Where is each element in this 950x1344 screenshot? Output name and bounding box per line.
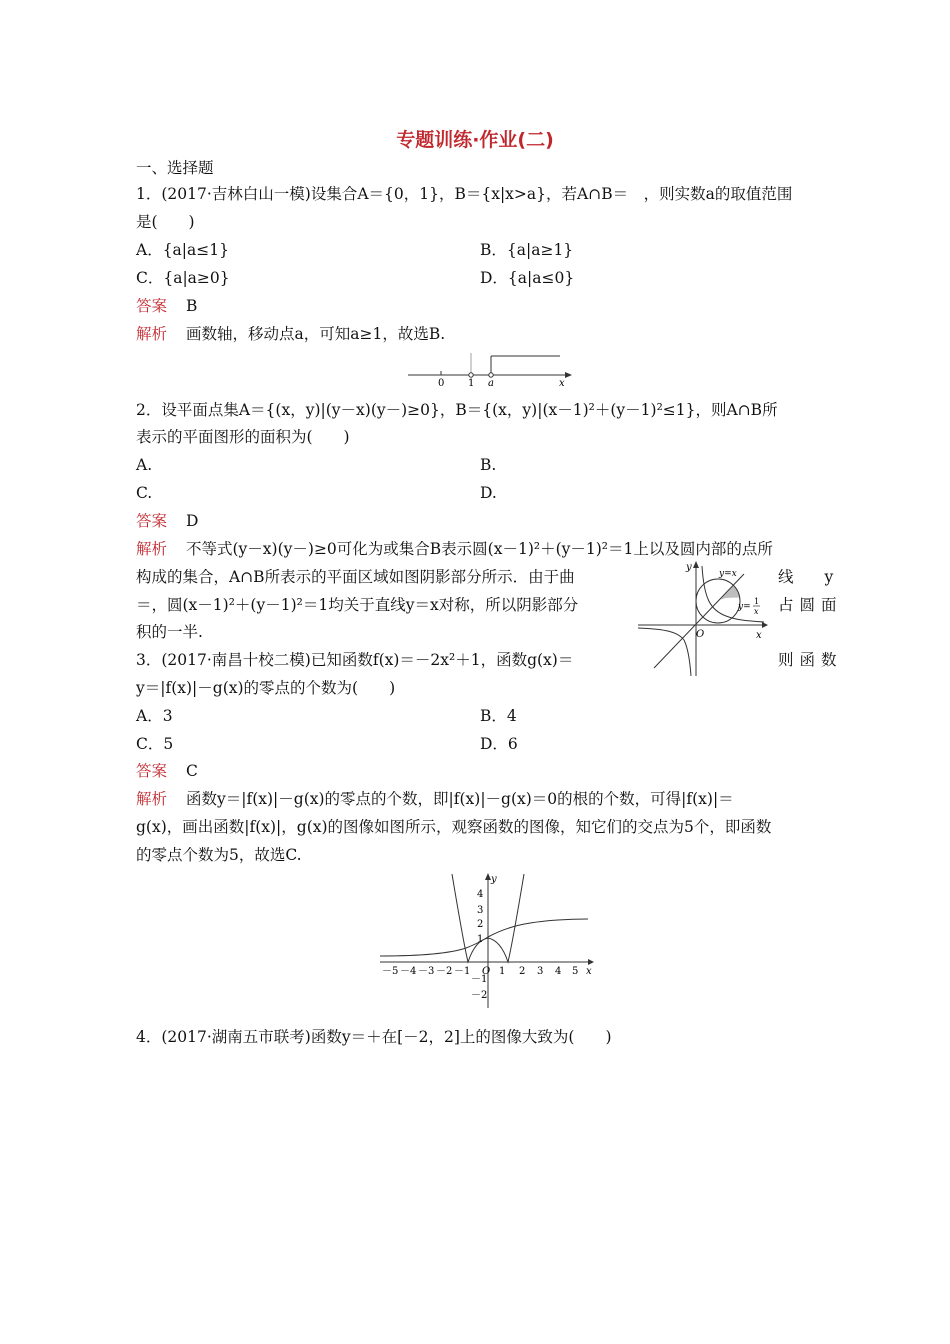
q1-fig-label-x: x xyxy=(559,378,565,388)
q2-analysis-line2-tail: 线 y xyxy=(778,568,834,586)
q2-fig-label-y-inv: y= xyxy=(738,602,751,612)
q2-analysis-line3: ＝，圆(x－1)²＋(y－1)²＝1均关于直线y＝x对称，所以阴影部分 xyxy=(136,596,579,614)
q3-x-tick-neg3: －3 xyxy=(418,966,435,977)
q1-analysis-label: 解析 xyxy=(136,325,168,343)
q3-option-c: C．5 xyxy=(136,735,174,753)
q2-option-c: C. xyxy=(136,484,153,502)
q2-region-figure xyxy=(636,558,771,680)
q3-x-tick-1: 1 xyxy=(499,966,506,977)
q2-option-a: A. xyxy=(136,456,153,474)
q3-x-tick-neg4: －4 xyxy=(400,966,417,977)
q3-stem-line1-tail: 则函数 xyxy=(778,651,843,669)
q1-option-d: D．{a|a≤0} xyxy=(480,269,575,287)
q2-option-b: B. xyxy=(480,456,497,474)
q3-option-a: A．3 xyxy=(136,707,173,725)
q3-x-tick-5: 5 xyxy=(572,966,579,977)
q3-analysis-line3: 的零点个数为5，故选C. xyxy=(136,846,302,864)
q1-fig-label-0: 0 xyxy=(438,378,445,388)
q1-fig-label-1: 1 xyxy=(468,378,475,388)
q1-fig-label-a: a xyxy=(488,378,494,388)
q2-analysis-line2: 构成的集合，A∩B所表示的平面区域如图阴影部分所示．由于曲 xyxy=(136,568,575,586)
q1-number-line-figure xyxy=(405,348,575,388)
q1-stem-line2: 是( ) xyxy=(136,213,195,231)
q3-origin-label: O xyxy=(482,966,491,977)
q3-answer-label: 答案 xyxy=(136,762,168,780)
q2-analysis-line3-tail: 占圆面 xyxy=(778,596,843,614)
q3-x-tick-neg1: －1 xyxy=(454,966,471,977)
q1-stem-line1: 1．(2017·吉林白山一模)设集合A＝{0，1}，B＝{x|x>a}，若A∩B＝ ，则实数a的取值范围 xyxy=(136,185,793,203)
q3-analysis-label: 解析 xyxy=(136,790,168,808)
q2-option-d: D. xyxy=(480,484,497,502)
q3-y-tick-1: 1 xyxy=(477,934,484,945)
q3-x-tick-neg2: －2 xyxy=(436,966,453,977)
q1-option-c: C．{a|a≥0} xyxy=(136,269,230,287)
q2-stem-line1: 2．设平面点集A＝{(x，y)|(y－x)(y－)≥0}，B＝{(x，y)|(x－1)²＋(y－1)²≤1}，则A∩B所 xyxy=(136,401,778,419)
q2-answer-label: 答案 xyxy=(136,512,168,530)
q1-analysis: 画数轴，移动点a，可知a≥1，故选B. xyxy=(186,325,446,343)
q2-fig-label-origin: O xyxy=(696,629,705,640)
q4-stem: 4．(2017·湖南五市联考)函数y＝＋在[－2，2]上的图像大致为( ) xyxy=(136,1028,612,1046)
q2-fig-label-x: x xyxy=(756,630,762,641)
q1-answer-label: 答案 xyxy=(136,297,168,315)
q3-x-tick-4: 4 xyxy=(555,966,562,977)
q3-x-axis-label: x xyxy=(586,966,592,977)
q3-analysis-line2: g(x)，画出函数|f(x)|，g(x)的图像如图所示，观察函数的图像，知它们的交点为5个，即函数 xyxy=(136,818,772,836)
q2-fig-label-1: 1 xyxy=(754,597,760,606)
q3-x-tick-2: 2 xyxy=(519,966,526,977)
q2-answer: D xyxy=(186,512,199,530)
q3-stem-line1: 3．(2017·南昌十校二模)已知函数f(x)＝－2x²＋1，函数g(x)＝ xyxy=(136,651,574,669)
q3-function-graph xyxy=(378,870,600,1010)
q2-fig-label-denom-x: x xyxy=(754,607,759,616)
q3-y-tick-neg2: －2 xyxy=(471,990,488,1001)
q3-x-tick-neg5: －5 xyxy=(382,966,399,977)
q3-stem-line2: y＝|f(x)|－g(x)的零点的个数为( ) xyxy=(136,679,396,697)
q2-analysis-line4: 积的一半. xyxy=(136,623,203,641)
q3-y-tick-neg1: －1 xyxy=(471,974,488,985)
q1-answer: B xyxy=(186,297,198,315)
q2-fig-label-yx: y=x xyxy=(719,569,737,579)
q3-x-tick-3: 3 xyxy=(537,966,544,977)
q3-y-axis-label: y xyxy=(491,874,497,885)
q3-analysis-line1: 函数y＝|f(x)|－g(x)的零点的个数，即|f(x)|－g(x)＝0的根的个数，可得|f(x)|＝ xyxy=(186,790,734,808)
q2-fig-label-y: y xyxy=(686,562,692,573)
q3-answer: C xyxy=(186,762,198,780)
q3-option-d: D．6 xyxy=(480,735,518,753)
q3-y-tick-3: 3 xyxy=(477,905,484,916)
section-heading: 一、选择题 xyxy=(136,159,214,177)
q3-y-tick-2: 2 xyxy=(477,919,484,930)
q1-option-b: B．{a|a≥1} xyxy=(480,241,574,259)
q3-option-b: B．4 xyxy=(480,707,517,725)
q2-analysis-line1: 不等式(y－x)(y－)≥0可化为或集合B表示圆(x－1)²＋(y－1)²＝1上以及圆内部的点所 xyxy=(186,540,773,558)
q1-option-a: A．{a|a≤1} xyxy=(136,241,229,259)
page-title: 专题训练·作业(二) xyxy=(396,129,554,151)
q2-stem-line2: 表示的平面图形的面积为( ) xyxy=(136,428,350,446)
q3-y-tick-4: 4 xyxy=(477,889,484,900)
q2-analysis-label: 解析 xyxy=(136,540,168,558)
